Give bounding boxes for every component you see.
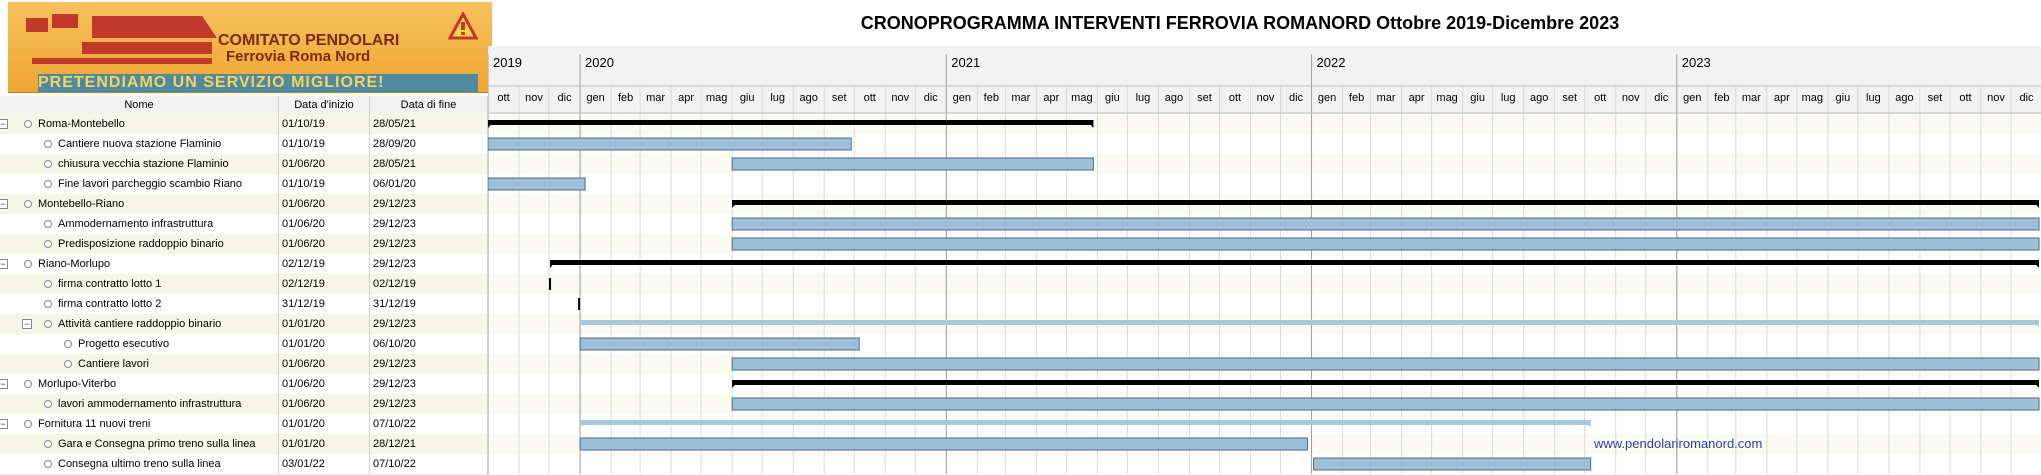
task-end-date: 06/01/20 [373,178,416,190]
task-start-date: 01/10/19 [282,138,325,150]
task-end-date: 07/10/22 [373,418,416,430]
task-end-date: 29/12/23 [373,258,416,270]
task-status-icon [64,340,72,348]
month-label: gen [586,92,605,104]
month-label: set [1197,92,1212,104]
task-start-date: 01/01/20 [282,318,325,330]
column-header-end: Data di fine [370,96,488,114]
task-end-date: 29/12/23 [373,318,416,330]
month-label: ago [1895,92,1914,104]
task-bar [732,158,1093,170]
task-bar [732,218,2039,230]
collapse-toggle-icon[interactable]: − [0,259,8,269]
summary-bar [488,120,1093,125]
month-label: mag [1436,92,1458,104]
task-bar [580,338,859,350]
task-status-icon [64,360,72,368]
task-status-icon [44,280,52,288]
task-start-date: 01/10/19 [282,118,325,130]
task-status-icon [44,460,52,468]
column-divider [278,96,279,474]
task-name: Riano-Morlupo [38,258,111,270]
task-status-icon [44,400,52,408]
task-start-date: 01/06/20 [282,158,325,170]
collapse-toggle-icon[interactable]: − [0,199,8,209]
task-name: Attività cantiere raddoppio binario [58,318,222,330]
task-name: Fine lavori parcheggio scambio Riano [58,178,243,190]
month-label: nov [891,92,910,104]
warning-sign-icon [448,12,478,40]
watermark-url: www.pendolariromanord.com [1594,436,1763,451]
task-name: Ammodernamento infrastruttura [58,218,214,230]
collapse-toggle-icon[interactable]: − [0,419,8,429]
month-label: dic [1654,92,1669,104]
month-label: mag [1801,92,1824,104]
task-bar [580,438,1307,450]
month-label: lug [1866,92,1881,104]
task-start-date: 01/06/20 [282,238,325,250]
month-label: giu [1835,92,1851,104]
task-status-icon [44,220,52,228]
task-bar [732,398,2039,410]
task-status-icon [44,320,52,328]
task-end-date: 29/12/23 [373,198,416,210]
page-title: CRONOPROGRAMMA INTERVENTI FERROVIA ROMANORD Ottobre 2019-Dicembre 2023 [860,13,1620,33]
summary-bar [732,380,2039,385]
task-status-icon [24,420,32,428]
year-label: 2019 [493,55,522,70]
task-end-date: 29/12/23 [373,238,416,250]
task-start-date: 01/06/20 [282,218,325,230]
task-bar [488,138,851,150]
month-label: dic [1288,92,1304,104]
task-status-icon [44,160,52,168]
task-end-date: 29/12/23 [373,218,416,230]
collapse-toggle-icon[interactable]: − [0,119,8,129]
month-label: mar [646,92,666,104]
task-name: lavori ammodernamento infrastruttura [58,398,242,410]
task-status-icon [44,240,52,248]
task-status-icon [24,380,32,388]
year-label: 2021 [951,55,981,70]
month-label: nov [1987,92,2005,104]
task-name: Fornitura 11 nuovi treni [38,418,151,430]
month-label: giu [1105,92,1120,104]
month-label: apr [1043,92,1060,104]
task-name: Roma-Montebello [38,118,125,130]
task-status-icon [24,260,32,268]
task-name: Morlupo-Viterbo [38,378,117,390]
month-label: gen [1683,92,1702,104]
task-start-date: 01/06/20 [282,398,325,410]
task-status-icon [44,140,52,148]
month-label: mar [1011,92,1031,104]
month-label: nov [525,92,543,104]
train-logo-icon [22,8,222,78]
task-name: Predisposizione raddoppio binario [58,238,224,250]
task-end-date: 28/12/21 [373,438,416,450]
collapse-toggle-icon[interactable]: − [22,319,32,329]
task-name: Cantiere nuova stazione Flaminio [58,138,222,150]
task-end-date: 28/05/21 [373,118,416,130]
timeline-row-bg [488,154,2041,174]
month-label: ott [497,92,510,104]
logo [8,2,492,93]
month-label: dic [923,92,938,104]
task-end-date: 29/12/23 [373,398,416,410]
month-label: apr [678,92,695,104]
timeline-row-bg [488,294,2041,314]
task-start-date: 02/12/19 [282,258,325,270]
task-start-date: 01/06/20 [282,358,325,370]
task-end-date: 07/10/22 [373,458,416,470]
milestone-mark [578,298,580,310]
subsummary-bar [580,320,2039,325]
task-name: Consegna ultimo treno sulla linea [58,458,221,470]
task-start-date: 31/12/19 [282,298,325,310]
task-start-date: 01/10/19 [282,178,325,190]
month-label: feb [1348,92,1365,104]
task-start-date: 03/01/22 [282,458,325,470]
task-bar [732,358,2039,370]
task-end-date: 06/10/20 [373,338,416,350]
month-label: mar [1741,92,1761,104]
month-label: ott [863,92,876,104]
month-label: dic [2019,92,2034,104]
month-label: nov [1256,92,1275,104]
month-label: mar [1376,92,1396,104]
task-name: firma contratto lotto 2 [58,298,162,310]
month-label: feb [1714,92,1730,104]
summary-bar [550,260,2039,265]
collapse-toggle-icon[interactable]: − [0,379,8,389]
task-status-icon [44,180,52,188]
month-label: gen [1317,92,1337,104]
task-status-icon [44,300,52,308]
month-label: giu [739,92,755,104]
month-label: apr [1408,92,1425,104]
month-label: ago [1529,92,1549,104]
task-name: Cantiere lavori [78,358,149,370]
month-label: set [1562,92,1578,104]
month-label: giu [1470,92,1485,104]
column-divider [369,96,370,474]
month-label: lug [770,92,786,104]
milestone-mark [549,278,551,290]
logo-org-line2: Ferrovia Roma Nord [226,48,371,65]
task-name: Gara e Consegna primo treno sulla linea [58,438,256,450]
task-end-date: 29/12/23 [373,378,416,390]
month-label: ott [1228,92,1242,104]
task-start-date: 01/01/20 [282,438,325,450]
task-end-date: 28/09/20 [373,138,416,150]
subsummary-bar [580,420,1591,425]
task-end-date: 31/12/19 [373,298,416,310]
month-label: ago [799,92,818,104]
gantt-chart [488,0,2041,474]
task-start-date: 01/06/20 [282,198,325,210]
task-bar [1314,458,1591,470]
month-label: set [1927,92,1943,104]
task-start-date: 01/01/20 [282,418,325,430]
year-label: 2020 [585,55,614,70]
task-bar [488,178,585,190]
month-label: ott [1959,92,1972,104]
task-name: firma contratto lotto 1 [58,278,162,290]
task-end-date: 28/05/21 [373,158,416,170]
logo-org-line1: COMITATO PENDOLARI [218,32,400,49]
month-label: set [831,92,847,104]
month-label: feb [983,92,999,104]
month-label: lug [1135,92,1151,104]
timeline-row-bg [488,274,2041,294]
month-label: feb [617,92,634,104]
month-label: gen [952,92,971,104]
task-name: Montebello-Riano [38,198,125,210]
task-start-date: 02/12/19 [282,278,325,290]
task-end-date: 29/12/23 [373,358,416,370]
month-label: nov [1621,92,1640,104]
timeline-row-bg [488,454,2041,474]
task-status-icon [24,120,32,128]
month-label: mag [705,92,728,104]
task-start-date: 01/01/20 [282,338,325,350]
month-label: ago [1164,92,1184,104]
column-header-name: Nome [0,96,279,114]
logo-slogan: PRETENDIAMO UN SERVIZIO MIGLIORE! [38,74,478,92]
task-bar [732,238,2039,250]
month-label: lug [1500,92,1516,104]
year-label: 2022 [1316,55,1346,70]
column-header-start: Data d'inizio [279,96,370,114]
task-name: Progetto esecutivo [78,338,170,350]
month-label: ott [1594,92,1607,104]
summary-bar [732,200,2039,205]
month-label: dic [557,92,572,104]
month-label: mag [1071,92,1093,104]
timeline-row-bg [488,174,2041,194]
task-start-date: 01/06/20 [282,378,325,390]
year-label: 2023 [1681,55,1711,70]
month-label: apr [1773,92,1790,104]
task-status-icon [44,440,52,448]
task-status-icon [24,200,32,208]
task-end-date: 02/12/19 [373,278,416,290]
task-name: chiusura vecchia stazione Flaminio [58,158,229,170]
